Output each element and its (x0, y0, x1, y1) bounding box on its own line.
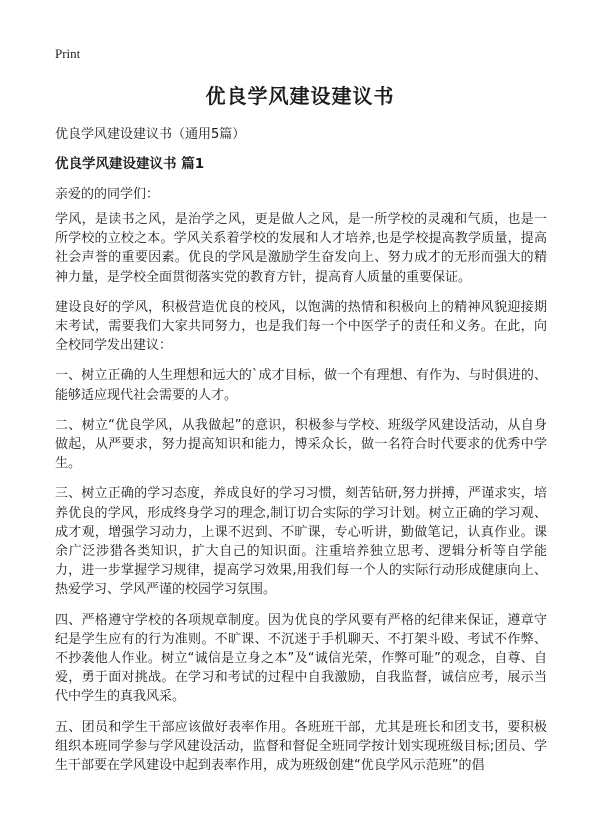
document-title: 优良学风建设建议书 (205, 84, 395, 108)
paragraph: 三、树立正确的学习态度，养成良好的学习习惯，刻苦钻研,努力拼搏，严谨求实，培养优良的学风，形成终身学习的理念,制订切合实际的学习计划。树立正确的学习观、成才观，增强学习动力，上课不迟到、不旷课，专心听讲，勤做笔记，认真作业。课余广泛涉猎各类知识，扩大自己的知识面。注重培养独立思考、逻辑分析等自学能力，进一步掌握学习规律，提高学习效果,用我们每一个人的实际行动形成健康向上、热爱学习、学风严谨的校园学习氛围。 (55, 486, 547, 598)
paragraph: 四、严格遵守学校的各项规章制度。因为优良的学风要有严格的纪律来保证，遵章守纪是学生应有的行为准则。不旷课、不沉迷于手机聊天、不打架斗殴、考试不作弊、不抄袭他人作业。树立“诚信是立身之本”及“诚信光荣，作弊可耻”的观念，自尊、自爱，勇于面对挑战。在学习和考试的过程中自我激励，自我监督，诚信应考，展示当代中学生的真我风采。 (55, 612, 547, 705)
document-subtitle: 优良学风建设建议书（通用5篇） (55, 127, 246, 142)
greeting: 亲爱的的同学们： (55, 187, 160, 202)
paragraph: 二、树立“优良学风，从我做起”的意识，积极参与学校、班级学风建设活动，从自身做起，从严要求，努力提高知识和能力，博采众长，做一名符合时代要求的优秀中学生。 (55, 417, 547, 472)
paragraph: 学风，是读书之风，是治学之风，更是做人之风，是一所学校的灵魂和气质，也是一所学校的立校之本。学风关系着学校的发展和人才培养,也是学校提高教学质量，提高社会声誉的重要因素。优良的学风是激励学生奋发向上、努力成才的无形而强大的精神力量，是学校全面贯彻落实党的教育方针，提高育人质量的重要保证。 (55, 212, 547, 285)
paragraph: 五、团员和学生干部应该做好表率作用。各班班干部，尤其是班长和团支书，要积极组织本班同学参与学风建设活动，监督和督促全班同学按计划实现班级目标;团员、学生干部要在学风建设中起到表率作用，成为班级创建“优良学风示范班”的倡 (55, 719, 547, 774)
paragraph: 建设良好的学风，积极营造优良的校风，以饱满的热情和积极向上的精神风貌迎接期末考试，需要我们大家共同努力，也是我们每一个中医学子的责任和义务。在此，向全校同学发出建议： (55, 299, 547, 354)
print-link[interactable]: Print (55, 46, 81, 61)
document-body (55, 210, 547, 786)
section-heading: 优良学风建设建议书 篇1 (55, 156, 205, 172)
paragraph: 一、树立正确的人生理想和远大的`成才目标，做一个有理想、有作为、与时俱进的、能够适应现代社会需要的人才。 (55, 368, 547, 403)
